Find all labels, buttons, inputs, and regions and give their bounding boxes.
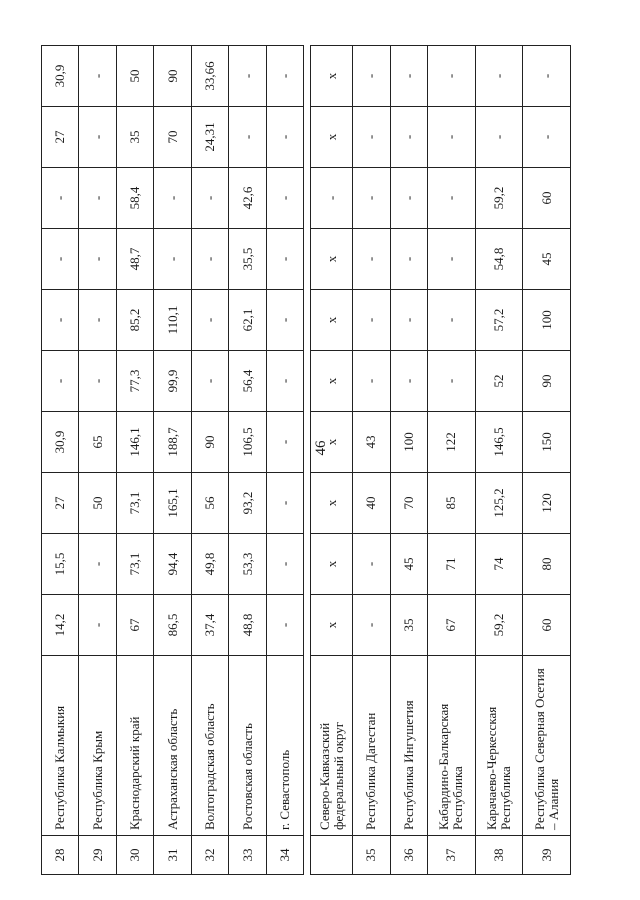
- value-cell: 56,4: [229, 351, 266, 412]
- value-cell: 14,2: [42, 595, 79, 656]
- value-cell: -: [353, 534, 390, 595]
- value-cell: -: [191, 168, 228, 229]
- value-cell: 71: [428, 534, 476, 595]
- value-cell: 94,4: [154, 534, 191, 595]
- value-cell: х: [311, 46, 353, 107]
- value-cell: -: [266, 290, 303, 351]
- region-name-cell: Краснодарский край: [116, 656, 153, 836]
- value-cell: 56: [191, 473, 228, 534]
- value-cell: -: [154, 229, 191, 290]
- value-cell: 73,1: [116, 534, 153, 595]
- value-cell: -: [266, 534, 303, 595]
- value-cell: 80: [523, 534, 571, 595]
- value-cell: 85: [428, 473, 476, 534]
- row-number-cell: 33: [229, 836, 266, 875]
- value-cell: 90: [191, 412, 228, 473]
- section-gap-cell: [304, 46, 311, 875]
- value-cell: 86,5: [154, 595, 191, 656]
- value-cell: -: [353, 595, 390, 656]
- region-name-cell: Республика Дагестан: [353, 656, 390, 836]
- value-cell: 24,31: [191, 107, 228, 168]
- value-cell: 85,2: [116, 290, 153, 351]
- table-row: [428, 46, 476, 875]
- value-cell: 48,8: [229, 595, 266, 656]
- value-cell: -: [390, 351, 427, 412]
- region-name-cell: Кабардино-Балкарская Республика: [428, 656, 476, 836]
- value-cell: -: [428, 168, 476, 229]
- row-number-cell: 29: [79, 836, 116, 875]
- row-number-cell: 39: [523, 836, 571, 875]
- region-name-cell: Волгоградская область: [191, 656, 228, 836]
- district-row: [311, 46, 353, 875]
- value-cell: -: [229, 107, 266, 168]
- value-cell: -: [79, 290, 116, 351]
- region-name-cell: Ростовская область: [229, 656, 266, 836]
- value-cell: х: [311, 595, 353, 656]
- value-cell: 106,5: [229, 412, 266, 473]
- value-cell: -: [353, 290, 390, 351]
- value-cell: 122: [428, 412, 476, 473]
- value-cell: -: [353, 351, 390, 412]
- value-cell: -: [428, 351, 476, 412]
- value-cell: 49,8: [191, 534, 228, 595]
- value-cell: -: [523, 107, 571, 168]
- value-cell: 60: [523, 168, 571, 229]
- value-cell: х: [311, 412, 353, 473]
- region-name-cell: г. Севастополь: [266, 656, 303, 836]
- value-cell: х: [311, 351, 353, 412]
- region-name-cell: Республика Калмыкия: [42, 656, 79, 836]
- value-cell: х: [311, 534, 353, 595]
- row-number-cell: 38: [475, 836, 523, 875]
- value-cell: 120: [523, 473, 571, 534]
- region-name-cell: Республика Северная Осетия – Алания: [523, 656, 571, 836]
- value-cell: -: [523, 46, 571, 107]
- value-cell: 37,4: [191, 595, 228, 656]
- value-cell: 50: [79, 473, 116, 534]
- table-row: [353, 46, 390, 875]
- value-cell: 54,8: [475, 229, 523, 290]
- value-cell: -: [390, 168, 427, 229]
- value-cell: -: [191, 290, 228, 351]
- value-cell: -: [191, 351, 228, 412]
- value-cell: -: [266, 351, 303, 412]
- value-cell: 100: [390, 412, 427, 473]
- value-cell: 146,1: [116, 412, 153, 473]
- value-cell: 57,2: [475, 290, 523, 351]
- value-cell: 74: [475, 534, 523, 595]
- value-cell: 73,1: [116, 473, 153, 534]
- region-name-cell: Карачаево-Черкесская Республика: [475, 656, 523, 836]
- value-cell: -: [475, 46, 523, 107]
- table-row: [42, 46, 79, 875]
- value-cell: -: [390, 46, 427, 107]
- value-cell: -: [42, 168, 79, 229]
- value-cell: 93,2: [229, 473, 266, 534]
- value-cell: 30,9: [42, 46, 79, 107]
- value-cell: 70: [390, 473, 427, 534]
- value-cell: -: [266, 107, 303, 168]
- value-cell: 100: [523, 290, 571, 351]
- row-number-cell: 32: [191, 836, 228, 875]
- page-number: 46: [313, 440, 329, 456]
- value-cell: -: [79, 534, 116, 595]
- table-row: [79, 46, 116, 875]
- value-cell: 77,3: [116, 351, 153, 412]
- value-cell: 150: [523, 412, 571, 473]
- value-cell: 59,2: [475, 168, 523, 229]
- value-cell: 45: [390, 534, 427, 595]
- value-cell: -: [311, 168, 353, 229]
- value-cell: -: [353, 168, 390, 229]
- value-cell: 146,5: [475, 412, 523, 473]
- value-cell: 48,7: [116, 229, 153, 290]
- value-cell: 60: [523, 595, 571, 656]
- value-cell: -: [42, 290, 79, 351]
- value-cell: 65: [79, 412, 116, 473]
- value-cell: -: [266, 168, 303, 229]
- value-cell: -: [79, 595, 116, 656]
- region-name-cell: Республика Ингушетия: [390, 656, 427, 836]
- table-row: [266, 46, 303, 875]
- table-row: [523, 46, 571, 875]
- table-row: [191, 46, 228, 875]
- section-gap: [304, 46, 311, 875]
- value-cell: 110,1: [154, 290, 191, 351]
- value-cell: х: [311, 290, 353, 351]
- value-cell: -: [390, 229, 427, 290]
- value-cell: 27: [42, 107, 79, 168]
- value-cell: -: [353, 229, 390, 290]
- table-row: [116, 46, 153, 875]
- value-cell: 67: [116, 595, 153, 656]
- value-cell: -: [428, 107, 476, 168]
- rotated-table-container: [41, 48, 571, 875]
- value-cell: -: [428, 229, 476, 290]
- value-cell: -: [154, 168, 191, 229]
- region-name-cell: Северо-Кавказский федеральный округ: [311, 656, 353, 836]
- row-number-cell: 35: [353, 836, 390, 875]
- value-cell: 27: [42, 473, 79, 534]
- value-cell: х: [311, 229, 353, 290]
- value-cell: 52: [475, 351, 523, 412]
- value-cell: 67: [428, 595, 476, 656]
- value-cell: -: [390, 107, 427, 168]
- value-cell: -: [266, 229, 303, 290]
- table-row: [154, 46, 191, 875]
- value-cell: -: [266, 46, 303, 107]
- value-cell: -: [79, 351, 116, 412]
- value-cell: -: [79, 229, 116, 290]
- value-cell: -: [428, 290, 476, 351]
- value-cell: 90: [154, 46, 191, 107]
- value-cell: 62,1: [229, 290, 266, 351]
- value-cell: 99,9: [154, 351, 191, 412]
- data-table: [41, 45, 571, 875]
- value-cell: -: [266, 473, 303, 534]
- value-cell: -: [390, 290, 427, 351]
- value-cell: -: [353, 107, 390, 168]
- value-cell: 70: [154, 107, 191, 168]
- value-cell: -: [79, 46, 116, 107]
- value-cell: -: [428, 46, 476, 107]
- value-cell: 58,4: [116, 168, 153, 229]
- table-row: [229, 46, 266, 875]
- value-cell: 35: [116, 107, 153, 168]
- value-cell: -: [42, 229, 79, 290]
- row-number-cell: 37: [428, 836, 476, 875]
- value-cell: х: [311, 473, 353, 534]
- value-cell: 40: [353, 473, 390, 534]
- value-cell: 15,5: [42, 534, 79, 595]
- value-cell: 59,2: [475, 595, 523, 656]
- value-cell: -: [266, 412, 303, 473]
- row-number-cell: [311, 836, 353, 875]
- value-cell: х: [311, 107, 353, 168]
- region-name-cell: Республика Крым: [79, 656, 116, 836]
- value-cell: 165,1: [154, 473, 191, 534]
- table-row: [390, 46, 427, 875]
- value-cell: 50: [116, 46, 153, 107]
- value-cell: 33,66: [191, 46, 228, 107]
- value-cell: -: [79, 107, 116, 168]
- row-number-cell: 30: [116, 836, 153, 875]
- value-cell: 30,9: [42, 412, 79, 473]
- value-cell: -: [79, 168, 116, 229]
- value-cell: 35,5: [229, 229, 266, 290]
- table-body: [42, 46, 571, 875]
- region-name-cell: Астраханская область: [154, 656, 191, 836]
- value-cell: 35: [390, 595, 427, 656]
- value-cell: -: [266, 595, 303, 656]
- row-number-cell: 34: [266, 836, 303, 875]
- value-cell: 188,7: [154, 412, 191, 473]
- value-cell: 42,6: [229, 168, 266, 229]
- value-cell: -: [42, 351, 79, 412]
- value-cell: 53,3: [229, 534, 266, 595]
- value-cell: -: [475, 107, 523, 168]
- row-number-cell: 31: [154, 836, 191, 875]
- value-cell: 43: [353, 412, 390, 473]
- value-cell: 45: [523, 229, 571, 290]
- row-number-cell: 36: [390, 836, 427, 875]
- value-cell: -: [229, 46, 266, 107]
- value-cell: -: [353, 46, 390, 107]
- value-cell: 125,2: [475, 473, 523, 534]
- table-row: [475, 46, 523, 875]
- value-cell: 90: [523, 351, 571, 412]
- row-number-cell: 28: [42, 836, 79, 875]
- value-cell: -: [191, 229, 228, 290]
